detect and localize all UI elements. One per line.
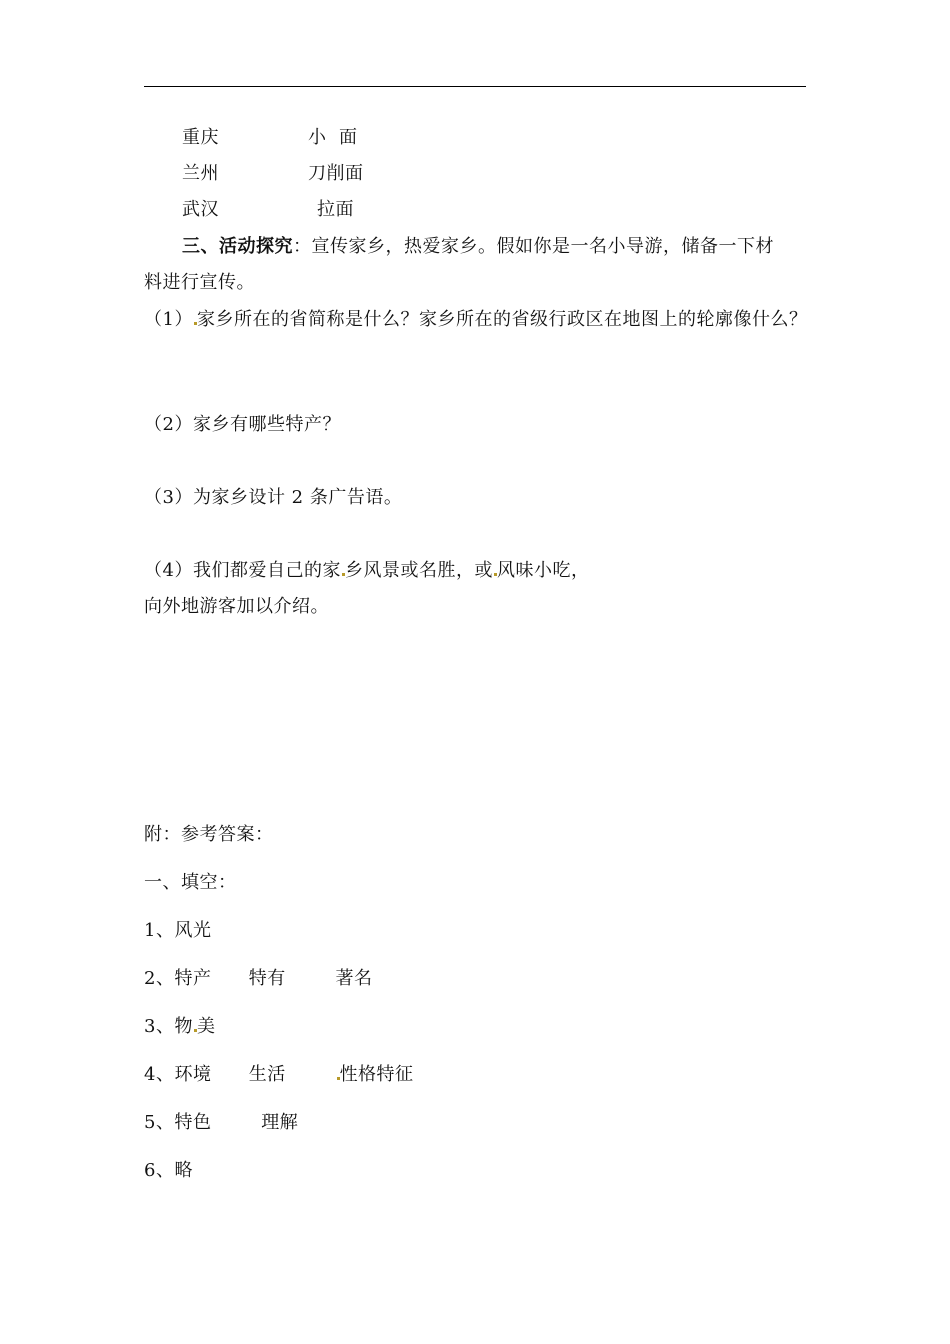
food-daoxiaomian: 刀削面 [308, 163, 364, 184]
question-4-part-c: 风味小吃， [496, 560, 590, 581]
food-lamian: 拉面 [317, 199, 354, 220]
answer-3 [144, 1015, 215, 1039]
answers-title: 附：参考答案： [144, 824, 274, 845]
question-2: （2）家乡有哪些特产？ [144, 414, 341, 435]
section3-intro [182, 235, 774, 259]
answer-4-part-a: 4、环境 生活 [144, 1064, 336, 1085]
answer-4-part-b: 性格特征 [339, 1064, 414, 1085]
answer-3-part-a: 3、物 [144, 1016, 193, 1037]
question-1-number: （1） [144, 309, 193, 330]
answer-3-part-b: 美 [196, 1016, 216, 1037]
answer-4 [144, 1063, 414, 1087]
header-rule [144, 86, 806, 87]
question-1 [144, 308, 807, 332]
answer-5: 5、特色 理解 [144, 1112, 299, 1133]
answer-6: 6、略 [144, 1160, 193, 1181]
food-xiaomian: 小 面 [308, 127, 358, 148]
answer-2: 2、特产 特有 著名 [144, 968, 373, 989]
question-1-text: 家乡所在的省简称是什么？家乡所在的省级行政区在地图上的轮廓像什么？ [196, 309, 808, 330]
section3-heading: 三、活动探究 [182, 236, 293, 257]
section3-intro-text: ：宣传家乡，热爱家乡。假如你是一名小导游，储备一下材 [293, 236, 774, 257]
city-lanzhou: 兰州 [182, 163, 219, 184]
city-wuhan: 武汉 [182, 199, 219, 220]
section3-intro-continued: 料进行宣传。 [144, 272, 255, 293]
answer-1: 1、风光 [144, 920, 212, 941]
question-4-part-b: 乡风景或名胜，或 [344, 560, 493, 581]
answers-section-1: 一、填空： [144, 872, 237, 893]
question-4-continued: 向外地游客加以介绍。 [144, 596, 329, 617]
question-3: （3）为家乡设计 2 条广告语。 [144, 487, 403, 508]
question-4-part-a: （4）我们都爱自己的家 [144, 560, 341, 581]
question-4 [144, 559, 589, 583]
city-chongqing: 重庆 [182, 127, 219, 148]
